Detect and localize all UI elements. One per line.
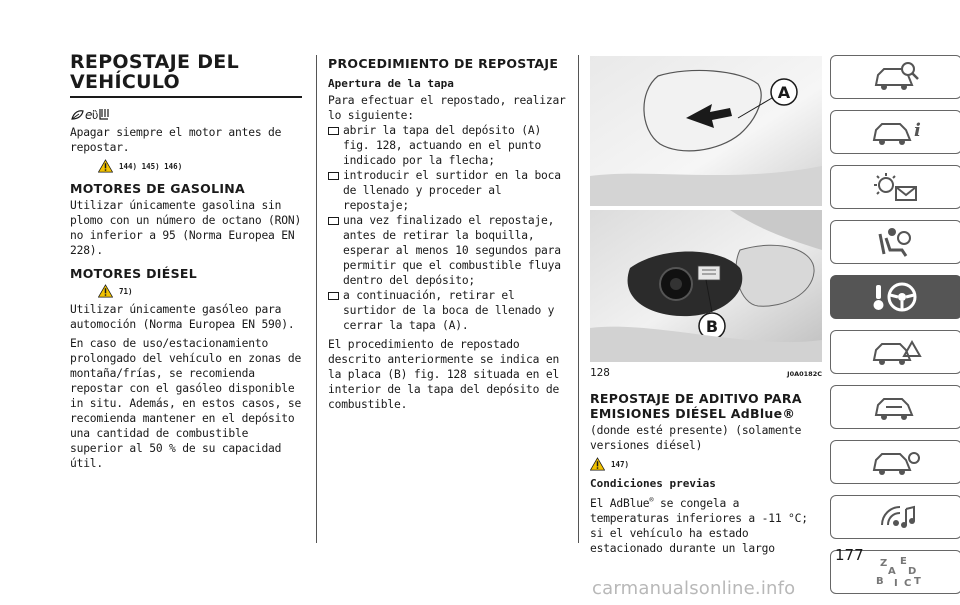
chapter-tab-maintenance[interactable] [830,385,960,429]
warning-triangle-icon [590,457,605,471]
diesel-warning-refs [98,284,306,298]
warning-references: 144) 145) 146) [119,161,183,171]
car-specifications-icon [868,444,924,480]
eco-driving-icon [70,104,306,122]
procedure-subheading: Apertura de la tapa [328,77,454,90]
label-b: B [705,317,719,336]
multimedia-icon [868,499,924,535]
diesel-text-1: Utilizar únicamente gasóleo para automoción (Norma Europea EN 590). [70,303,295,331]
warning-triangle-icon [98,159,113,173]
svg-text:C: C [904,578,912,589]
conditions-text [590,493,822,556]
key-steering-wheel-icon [868,279,924,315]
car-warning-icon [868,334,924,370]
intro-text: Apagar siempre el motor antes de repostar. [70,126,282,154]
svg-text:D: D [908,566,917,577]
warning-references: 147) [611,459,630,469]
column-divider [316,55,317,543]
svg-text:I: I [894,578,898,589]
svg-text:A: A [888,566,896,577]
alphabetical-index-icon [868,554,924,590]
list-item [328,123,568,168]
svg-text:Z: Z [880,558,888,569]
light-message-icon [868,169,924,205]
conditions-rest: se congela a temperaturas inferiores a -11 °C; si el vehículo ha estado estacionado durante un largo [590,496,808,555]
diesel-heading: MOTORES DIÉSEL [70,266,198,281]
conditions-heading: Condiciones previas [590,477,716,490]
chapter-tab-safety[interactable] [830,220,960,264]
list-item [328,168,568,213]
chapter-tab-emergency[interactable] [830,330,960,374]
chapter-tab-car-info[interactable] [830,110,960,154]
car-info-icon [868,114,924,150]
chapter-sidebar [830,55,960,605]
list-item [328,213,568,288]
svg-text:B: B [876,576,884,587]
column-2 [328,52,568,416]
svg-text:ὒ: ὒ [92,109,99,122]
svg-text:T: T [914,576,921,587]
procedure-closing: El procedimiento de repostado descrito anteriormente se indica en la placa (B) fig. 128 situada en el interior de la tapa del depósito de combustible. [328,338,560,411]
adblue-heading: REPOSTAJE DE ADITIVO PARA EMISIONES DIÉSEL AdBlue® [590,391,802,421]
registered-mark: ® [649,496,654,504]
bullet-box-icon [328,292,339,300]
step-text: introducir el surtidor en la boca de llenado y proceder al repostaje; [343,169,561,212]
diesel-text-2: En caso de uso/estacionamiento prolongado del vehículo en zonas de montaña/frías, se recomienda repostar con el gasóleo disponible in situ. Además, en estos casos, se recomienda mantener en el depósito una cantidad de combustible superior al 50 % de su capacidad útil. [70,337,302,470]
chapter-tab-car-search[interactable] [830,55,960,99]
watermark: carmanualsonline.info [592,578,796,599]
fuel-door-open-photo [590,210,822,362]
page-title: REPOSTAJE DEL VEHÍCULO [70,51,239,93]
column-3 [590,56,822,560]
procedure-intro: Para efectuar el repostado, realizar lo siguiente: [328,94,566,122]
figure-128 [590,56,822,362]
step-text: a continuación, retirar el surtidor de la boca de llenado y cerrar la tapa (A). [343,289,555,332]
figure-number: 128 [590,366,610,379]
list-item [328,288,568,333]
adblue-warning-refs [590,457,822,471]
chapter-tab-starting-driving[interactable] [830,275,960,319]
gasoline-text: Utilizar únicamente gasolina sin plomo con un número de octano (RON) no inferior a 95 (Norma Europea EN 228). [70,199,302,257]
adblue-intro: (donde esté presente) (solamente versiones diésel) [590,424,802,452]
page-number: 177 [835,546,864,564]
step-text: una vez finalizado el repostaje, antes de retirar la boquilla, esperar al menos 10 segundos para permitir que el combustible fluya dentro del depósito; [343,214,561,287]
step-text: abrir la tapa del depósito (A) fig. 128, actuando en el punto indicado por la flecha; [343,124,542,167]
figure-caption [590,366,822,379]
warning-refs [98,159,306,173]
warning-references: 71) [119,286,133,296]
airbag-seat-icon [868,224,924,260]
adblue-brand: El AdBlue [590,496,650,510]
svg-text:e: e [85,108,93,122]
gasoline-heading: MOTORES DE GASOLINA [70,181,246,196]
car-service-icon [868,389,924,425]
eco-leaf-icon [70,106,110,122]
svg-text:E: E [900,556,907,567]
fuel-door-closed-photo [590,56,822,206]
chapter-tab-multimedia[interactable] [830,495,960,539]
bullet-box-icon [328,217,339,225]
figure-code: J0A0182C [787,370,822,378]
procedure-heading: PROCEDIMIENTO DE REPOSTAJE [328,56,559,71]
title-underline [70,96,302,98]
svg-text:i: i [914,120,921,141]
bullet-box-icon [328,172,339,180]
label-a: A [777,83,791,102]
car-search-icon [868,59,924,95]
warning-triangle-icon [98,284,113,298]
bullet-box-icon [328,127,339,135]
column-divider [578,55,579,543]
chapter-tab-specifications[interactable] [830,440,960,484]
chapter-tab-lights-messages[interactable] [830,165,960,209]
column-1 [70,52,306,475]
